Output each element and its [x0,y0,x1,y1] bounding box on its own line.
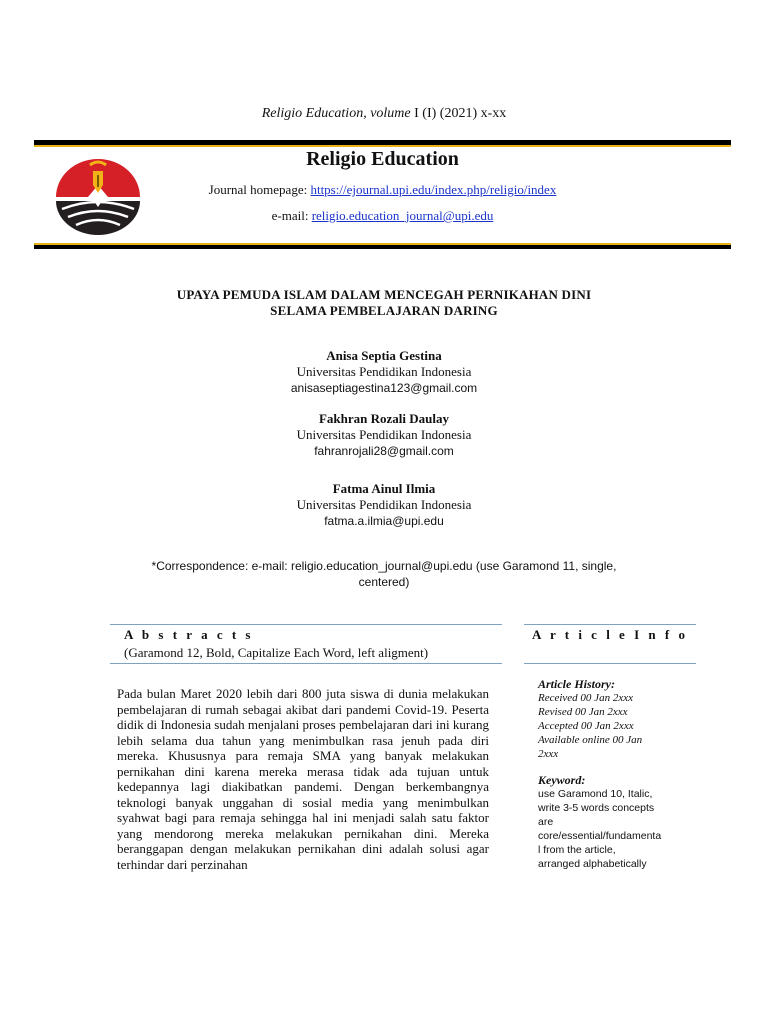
info-rule-top [524,624,696,625]
author-affiliation: Universitas Pendidikan Indonesia [296,364,472,379]
correspondence-line1: *Correspondence: e-mail: religio.education_journal@upi.edu (use Garamond 11, single, [151,559,617,573]
history-item: Accepted 00 Jan 2xxx [538,720,634,732]
header-bar-top-gold [34,145,731,147]
history-item: Available online 00 Jan [538,734,643,746]
header-bar-bottom [34,245,731,249]
author-name: Anisa Septia Gestina [326,348,442,363]
correspondence [110,558,658,590]
keyword-line: arranged alphabetically [538,858,647,870]
paper-title-line1: UPAYA PEMUDA ISLAM DALAM MENCEGAH PERNIKAHAN DINI [176,287,592,302]
upi-logo-icon [50,155,146,237]
paper-title [100,287,668,319]
journal-homepage-line [150,182,615,198]
history-item: Revised 00 Jan 2xxx [538,706,628,718]
author-block [150,481,618,529]
author-name: Fatma Ainul Ilmia [332,481,436,496]
abstract-note: (Garamond 12, Bold, Capitalize Each Word, left aligment) [124,645,429,660]
keywords [538,773,678,871]
keyword-line: use Garamond 10, Italic, [538,788,653,800]
journal-email-line [150,208,615,224]
homepage-link[interactable]: https://ejournal.upi.edu/index.php/religio/index [310,182,557,197]
keyword-line: core/essential/fundamenta [538,830,662,842]
author-block [150,348,618,396]
keyword-line: are [538,816,554,828]
paper-title-line2: SELAMA PEMBELAJARAN DARING [270,303,498,318]
article-history [538,677,678,761]
history-item: Received 00 Jan 2xxx [538,692,633,704]
author-email: fatma.a.ilmia@upi.edu [324,514,444,528]
info-rule-bottom [524,663,696,664]
homepage-label: Journal homepage: [208,182,308,197]
author-name: Fakhran Rozali Daulay [318,411,449,426]
keyword-heading: Keyword: [538,773,586,787]
keyword-line: write 3-5 words concepts [538,802,655,814]
author-email: fahranrojali28@gmail.com [314,444,454,458]
running-head-journal: Religio Education, volume [261,106,411,121]
email-link[interactable]: religio.education_journal@upi.edu [311,208,494,223]
running-head [0,106,768,122]
article-history-heading: Article History: [538,677,615,691]
author-affiliation: Universitas Pendidikan Indonesia [296,427,472,442]
abstract-text: Pada bulan Maret 2020 lebih dari 800 juta siswa di dunia melakukan pembelajaran di rumah sebagai akibat dari pandemi Covid-19. Peserta didik di Indonesia sudah menjalani proses pembelajaran dari ini kurang lebih selama dua tahun yang menimbulkan rasa jenuh pada diri mereka. Khususnya para remaja SMA yang banyak melakukan pernikahan dini karena mereka merasa tidak ada tujuan untuk kedepannya lagi diakibatkan pandemi. Dengan berkembangnya teknologi banyak unggahan di sosial media yang menimbulkan syahwat bagi para remaja sehingga hal ini menjadi salah satu faktor yang mendorong mereka melakukan pernikahan dini. Mereka beranggapan dengan melakukan pernikahan dini adalah solusi agar terhindar dari perzinahan [117,686,489,872]
abstract-heading: A b s t r a c t s [124,627,254,642]
abstract-rule-bottom [110,663,502,664]
email-label: e-mail: [271,208,309,223]
correspondence-line2: centered) [358,575,410,589]
history-item: 2xxx [538,748,559,760]
author-affiliation: Universitas Pendidikan Indonesia [296,497,472,512]
author-block [150,411,618,459]
article-info-heading: A r t i c l e I n f o [532,627,688,642]
journal-title: Religio Education [306,148,459,170]
keyword-line: l from the article, [538,844,616,856]
abstract-rule-top [110,624,502,625]
running-head-issue: I (I) (2021) x-xx [410,106,507,121]
author-email: anisaseptiagestina123@gmail.com [290,381,478,395]
